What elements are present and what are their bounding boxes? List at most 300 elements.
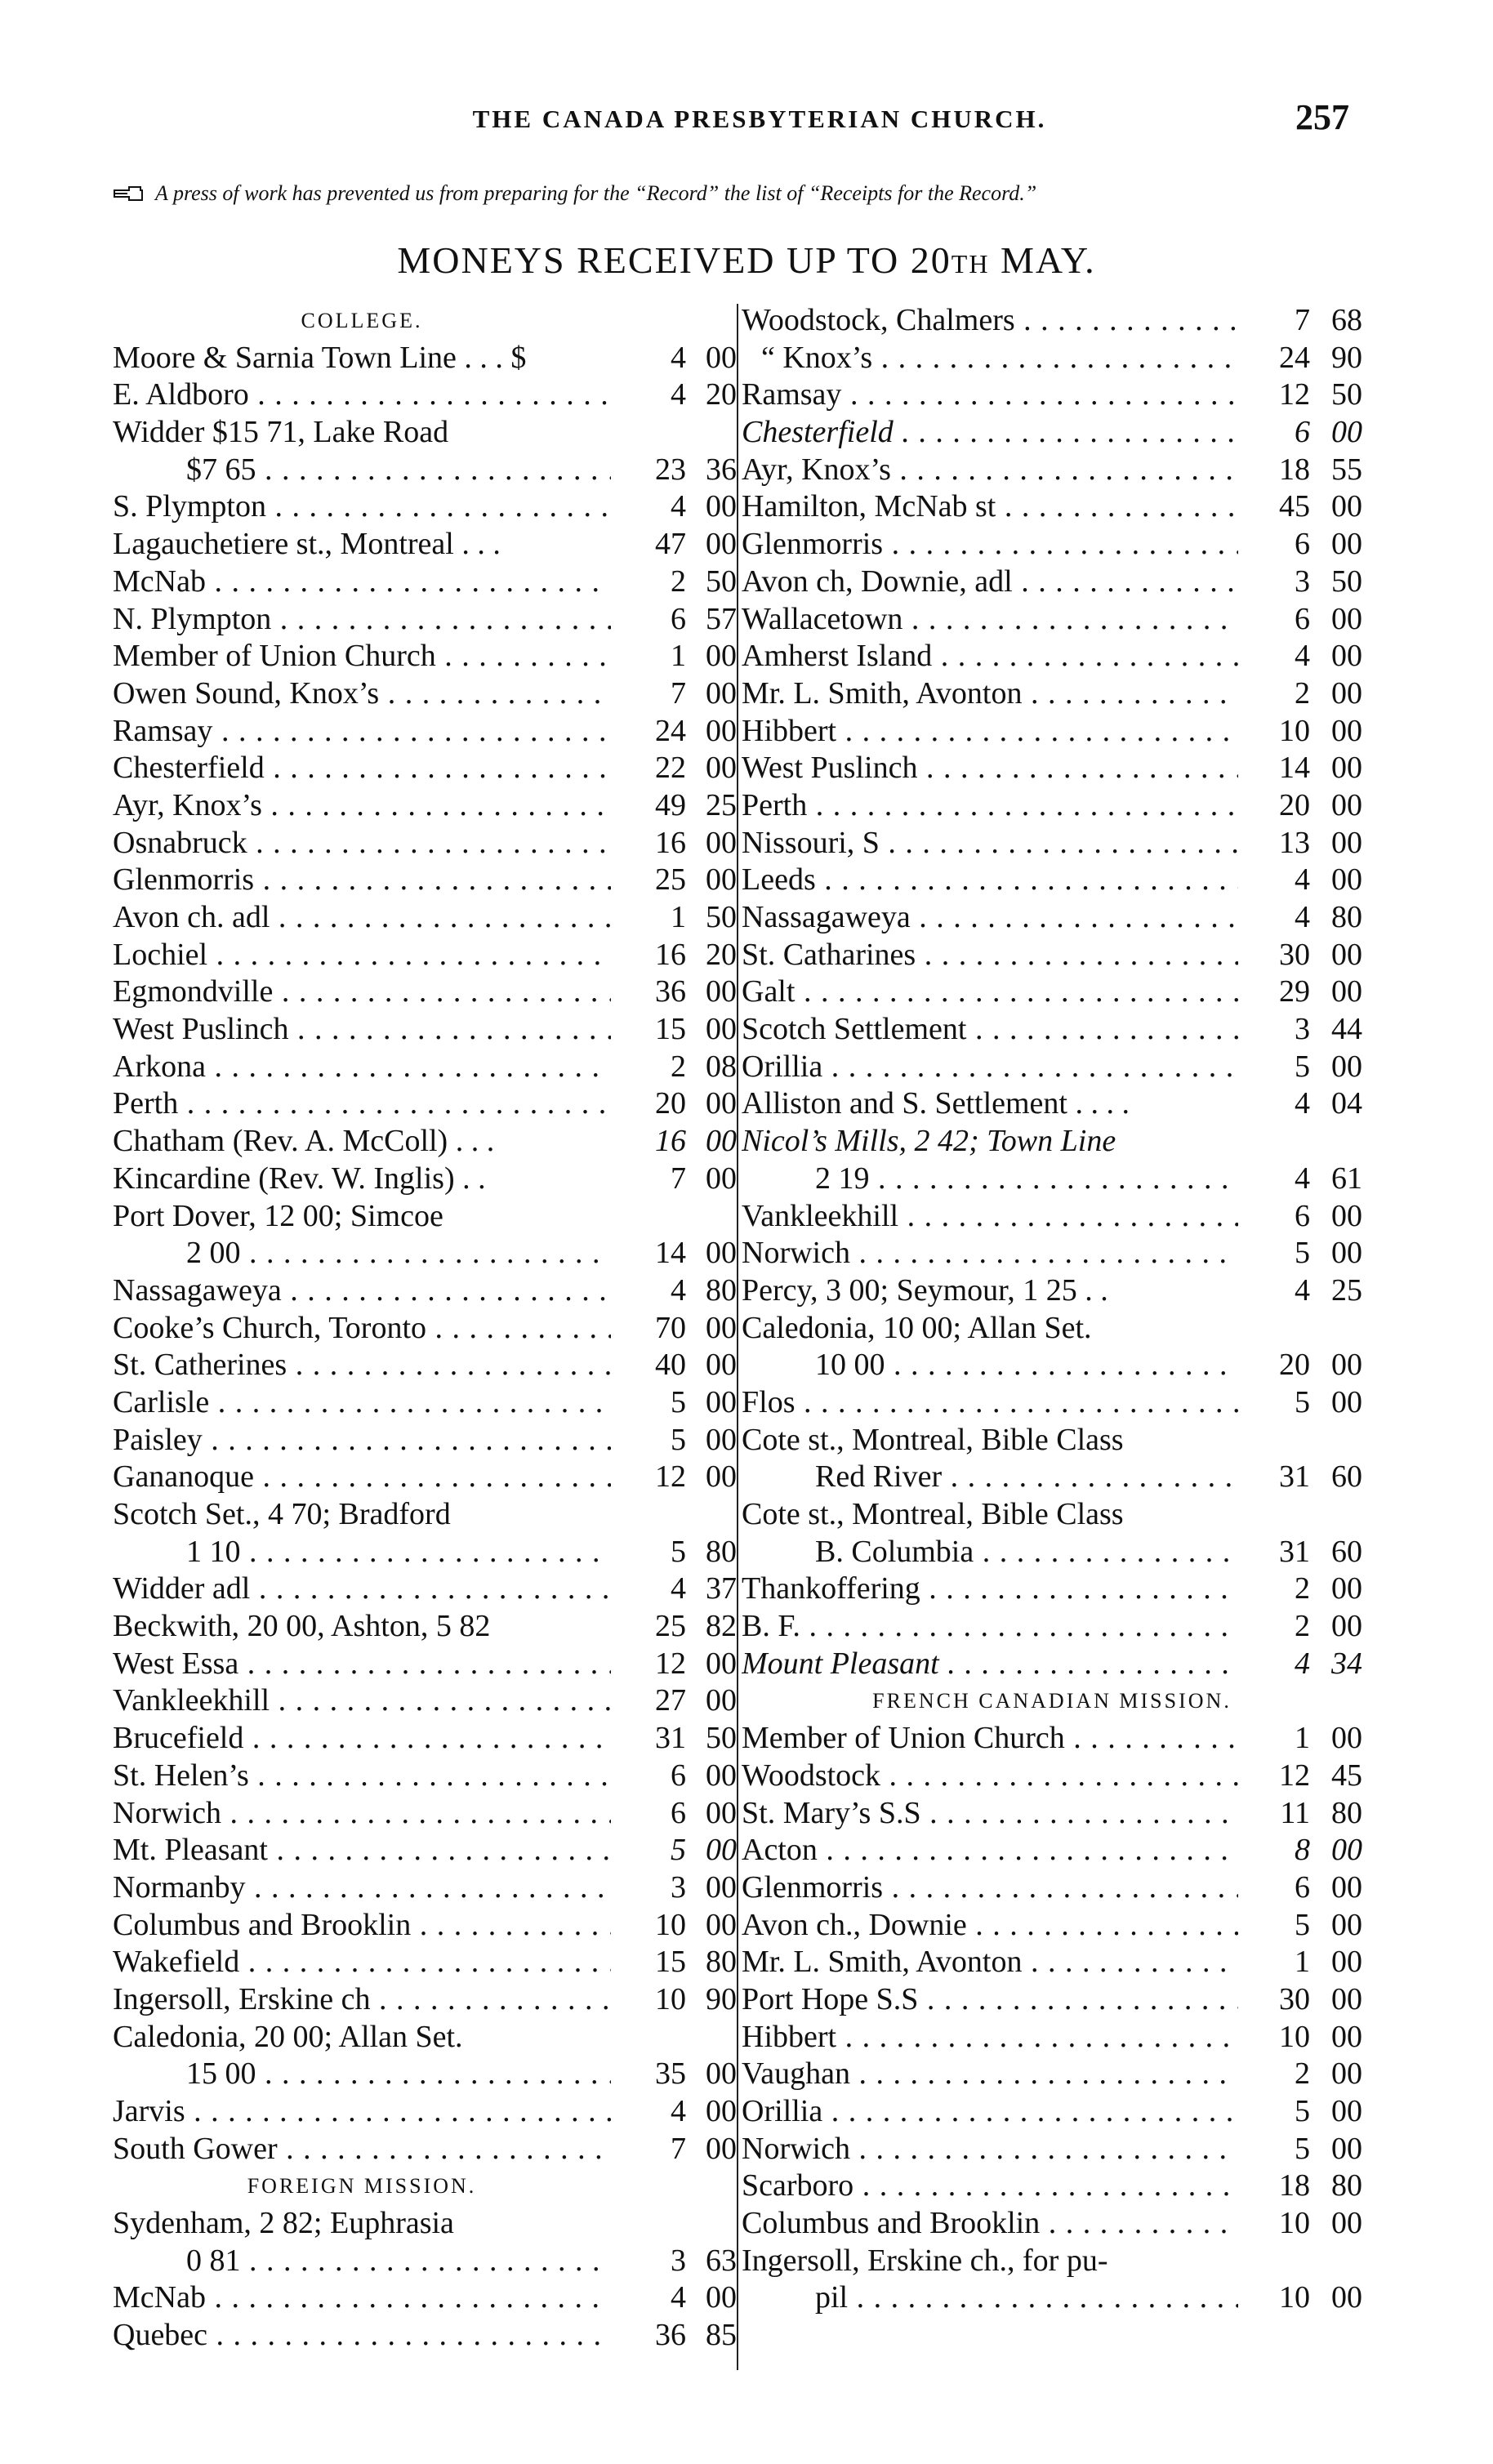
entry-name: Scotch Set., 4 70; Bradford	[113, 1497, 451, 1531]
entry-amount	[611, 1459, 737, 1496]
amount-dollars: 1	[1295, 1945, 1310, 1980]
amount-dollars: 1	[671, 639, 686, 674]
entry-amount	[611, 340, 737, 377]
amount-cents: 00	[706, 1833, 737, 1868]
page-number: 257	[1295, 97, 1349, 137]
amount-cents: 00	[706, 1124, 737, 1159]
entry-amount	[611, 2056, 737, 2093]
amount-dollars: 20	[1279, 1348, 1310, 1383]
receipt-entry	[742, 1235, 1362, 1272]
entry-amount	[611, 1758, 737, 1795]
entry-amount	[1238, 1011, 1362, 1049]
entry-name: “ Knox’s . . .	[742, 340, 1238, 377]
amount-dollars: 6	[1295, 601, 1310, 636]
receipt-entry	[113, 1347, 737, 1384]
amount-dollars: 5	[671, 1384, 686, 1419]
entry-continuation	[742, 1459, 1362, 1496]
receipt-entry	[742, 601, 1362, 639]
amount-cents: 00	[706, 489, 737, 524]
entry-name: Glenmorris . . .	[742, 526, 1238, 564]
entry-name: Moore & Sarnia Town Line . . . $	[113, 340, 527, 375]
receipt-entry	[113, 526, 737, 564]
entry-amount	[1238, 414, 1362, 452]
amount-cents: 00	[706, 974, 737, 1009]
amount-dollars: 4	[671, 2280, 686, 2315]
amount-dollars: 11	[1280, 1795, 1310, 1830]
amount-dollars: 10	[1279, 2206, 1310, 2241]
amount-dollars: 22	[655, 751, 686, 786]
amount-cents: 80	[1331, 2168, 1362, 2203]
entry-name: Port Hope S.S . . .	[742, 1981, 1238, 2019]
amount-cents: 37	[706, 1571, 737, 1606]
entry-name: Vankleekhill . . .	[742, 1198, 1238, 1236]
receipt-entry	[742, 1198, 1362, 1236]
receipt-entry	[113, 1085, 737, 1123]
receipt-entry	[113, 1123, 737, 1161]
entry-name: B. F. . . .	[742, 1608, 1238, 1646]
amount-cents: 00	[706, 1348, 737, 1383]
amount-dollars: 2	[671, 564, 686, 599]
amount-cents: 00	[1331, 2056, 1362, 2092]
amount-cents: 00	[706, 1646, 737, 1681]
entry-name: Osnabruck . . .	[113, 825, 611, 862]
entry-amount	[611, 937, 737, 974]
entry-name: Scotch Settlement . . .	[742, 1011, 1238, 1049]
amount-dollars: 13	[1279, 825, 1310, 860]
right-column	[742, 302, 1362, 2317]
receipt-entry	[113, 1496, 737, 1534]
entry-amount	[1238, 2056, 1362, 2093]
amount-dollars: 15	[655, 1012, 686, 1047]
entry-name: Amherst Island . . .	[742, 638, 1238, 675]
entry-name: Chatham (Rev. A. McColl) . . .	[113, 1124, 495, 1159]
receipt-entry	[113, 1011, 737, 1049]
receipt-entry	[113, 488, 737, 526]
entry-amount	[611, 1384, 737, 1422]
receipt-entry	[113, 1981, 737, 2019]
entry-amount	[611, 787, 737, 825]
receipt-entry	[742, 899, 1362, 937]
amount-dollars: 5	[1295, 2094, 1310, 2128]
entry-amount	[1238, 1534, 1362, 1571]
amount-dollars: 24	[655, 713, 686, 748]
amount-cents: 00	[1331, 1198, 1362, 1233]
entry-amount	[611, 638, 737, 675]
receipt-entry	[113, 2131, 737, 2168]
entry-name: Columbus and Brooklin . . .	[113, 1907, 611, 1945]
entry-amount	[1238, 825, 1362, 862]
amount-cents: 00	[1331, 2131, 1362, 2166]
entry-amount	[1238, 1646, 1362, 1683]
entry-amount	[1238, 526, 1362, 564]
receipt-entry	[113, 601, 737, 639]
amount-dollars: 7	[671, 2131, 686, 2166]
amount-cents: 00	[1331, 2206, 1362, 2241]
receipt-entry	[113, 1646, 737, 1683]
entry-name: Galt . . .	[742, 974, 1238, 1011]
entry-amount	[611, 1422, 737, 1459]
entry-name: Mr. L. Smith, Avonton . . .	[742, 675, 1238, 713]
amount-cents: 68	[1331, 303, 1362, 337]
receipt-entry	[742, 2019, 1362, 2056]
amount-dollars: 2	[1295, 1609, 1310, 1644]
amount-cents: 90	[706, 1981, 737, 2016]
entry-name: Perth . . .	[742, 787, 1238, 825]
amount-cents: 50	[1331, 564, 1362, 599]
entry-name: Perth . . .	[113, 1085, 611, 1123]
entry-name: Caledonia, 10 00; Allan Set.	[742, 1310, 1092, 1345]
amount-cents: 60	[1331, 1459, 1362, 1495]
entry-amount	[611, 1907, 737, 1945]
entry-name: 1 10 . . .	[113, 1534, 611, 1571]
amount-dollars: 6	[1295, 527, 1310, 562]
receipt-entry	[113, 414, 737, 452]
entry-name: West Puslinch . . .	[113, 1011, 611, 1049]
receipt-entry	[742, 1646, 1362, 1683]
receipt-entry	[113, 1049, 737, 1086]
entry-name: 2 00 . . .	[113, 1235, 611, 1272]
receipt-entry	[113, 1795, 737, 1833]
amount-cents: 00	[1331, 2280, 1362, 2315]
entry-amount	[1238, 638, 1362, 675]
entry-name: Percy, 3 00; Seymour, 1 25 . .	[742, 1272, 1108, 1308]
entry-name: Arkona . . .	[113, 1049, 611, 1086]
entry-amount	[1238, 2019, 1362, 2056]
entry-name: Flos . . .	[742, 1384, 1238, 1422]
entry-name: Orillia . . .	[742, 2093, 1238, 2131]
heading-main: MONEYS RECEIVED UP TO 20	[397, 239, 952, 281]
receipt-entry	[742, 1758, 1362, 1795]
entry-name: Port Dover, 12 00; Simcoe	[113, 1198, 443, 1233]
amount-cents: 61	[1331, 1161, 1362, 1196]
amount-dollars: 23	[655, 452, 686, 487]
amount-cents: 00	[1331, 1945, 1362, 1980]
left-column	[113, 302, 737, 2355]
column-divider	[737, 304, 738, 2370]
entry-name: S. Plympton . . .	[113, 488, 611, 526]
amount-cents: 00	[1331, 974, 1362, 1009]
entry-amount	[611, 2243, 737, 2280]
receipt-entry	[113, 564, 737, 601]
receipt-entry	[742, 340, 1362, 377]
entry-amount	[1238, 1459, 1362, 1496]
amount-cents: 00	[706, 2131, 737, 2166]
receipt-entry	[742, 526, 1362, 564]
entry-amount	[1238, 452, 1362, 489]
entry-name: Mr. L. Smith, Avonton . . .	[742, 1944, 1238, 1981]
entry-amount	[1238, 675, 1362, 713]
amount-cents: 00	[706, 1384, 737, 1419]
amount-cents: 63	[706, 2243, 737, 2278]
entry-amount	[1238, 974, 1362, 1011]
amount-dollars: 7	[671, 1161, 686, 1196]
receipt-entry	[113, 713, 737, 751]
amount-dollars: 7	[1295, 303, 1310, 337]
entry-name: Ingersoll, Erskine ch . . .	[113, 1981, 611, 2019]
entry-amount	[611, 1049, 737, 1086]
entry-amount	[1238, 2279, 1362, 2317]
entry-amount	[1238, 899, 1362, 937]
receipt-entry	[113, 1459, 737, 1496]
entry-name: St. Helen’s . . .	[113, 1758, 611, 1795]
amount-cents: 00	[706, 340, 737, 375]
amount-cents: 00	[706, 751, 737, 786]
entry-name: Owen Sound, Knox’s . . .	[113, 675, 611, 713]
amount-dollars: 5	[1295, 1384, 1310, 1419]
receipt-entry	[113, 1422, 737, 1459]
entry-name: Widder adl . . .	[113, 1571, 611, 1608]
amount-cents: 00	[706, 2094, 737, 2128]
amount-cents: 00	[1331, 1869, 1362, 1905]
entry-amount	[1238, 564, 1362, 601]
entry-name: 0 81 . . .	[113, 2243, 611, 2280]
entry-name: West Puslinch . . .	[742, 750, 1238, 787]
entry-amount	[1238, 488, 1362, 526]
entry-name: N. Plympton . . .	[113, 601, 611, 639]
entry-amount	[611, 1272, 737, 1310]
entry-amount	[611, 564, 737, 601]
amount-dollars: 2	[1295, 675, 1310, 711]
amount-cents: 00	[1331, 862, 1362, 898]
amount-cents: 00	[706, 1869, 737, 1905]
notice	[113, 181, 1387, 206]
amount-cents: 00	[1331, 1571, 1362, 1606]
entry-amount	[611, 488, 737, 526]
receipt-entry	[113, 1758, 737, 1795]
amount-cents: 00	[1331, 675, 1362, 711]
amount-cents: 00	[706, 1795, 737, 1830]
amount-cents: 00	[1331, 1384, 1362, 1419]
receipt-entry	[742, 862, 1362, 899]
receipt-entry	[113, 2205, 737, 2243]
amount-dollars: 5	[671, 1422, 686, 1457]
entry-name: Sydenham, 2 82; Euphrasia	[113, 2206, 454, 2241]
amount-cents: 80	[706, 1272, 737, 1308]
entry-name: Ramsay . . .	[113, 713, 611, 751]
entry-name: Hamilton, McNab st . . .	[742, 488, 1238, 526]
amount-dollars: 6	[1295, 415, 1310, 450]
amount-cents: 00	[706, 825, 737, 860]
receipt-entry	[742, 1944, 1362, 1981]
entry-name: Kincardine (Rev. W. Inglis) . .	[113, 1161, 486, 1196]
amount-dollars: 4	[1295, 900, 1310, 934]
amount-cents: 00	[1331, 489, 1362, 524]
amount-cents: 45	[1331, 1758, 1362, 1793]
entry-name: Acton . . .	[742, 1832, 1238, 1869]
entry-amount	[1238, 1758, 1362, 1795]
amount-cents: 90	[1331, 340, 1362, 375]
amount-dollars: 25	[655, 862, 686, 898]
entry-name: South Gower . . .	[113, 2131, 611, 2168]
receipt-entry	[742, 1123, 1362, 1161]
amount-dollars: 2	[1295, 1571, 1310, 1606]
receipt-entry	[113, 2093, 737, 2131]
entry-continuation	[113, 452, 737, 489]
entry-name: Nicol’s Mills, 2 42; Town Line	[742, 1124, 1116, 1159]
amount-cents: 00	[706, 1422, 737, 1457]
entry-amount	[611, 526, 737, 564]
amount-dollars: 4	[671, 1571, 686, 1606]
amount-dollars: 36	[655, 974, 686, 1009]
amount-cents: 80	[1331, 1795, 1362, 1830]
receipt-entry	[113, 974, 737, 1011]
entry-amount	[1238, 1608, 1362, 1646]
amount-cents: 00	[706, 1907, 737, 1942]
amount-cents: 50	[706, 1721, 737, 1756]
amount-dollars: 70	[655, 1310, 686, 1345]
entry-name: Beckwith, 20 00, Ashton, 5 82	[113, 1609, 491, 1644]
receipt-entry	[742, 488, 1362, 526]
receipt-entry	[742, 1571, 1362, 1608]
receipt-entry	[113, 899, 737, 937]
entry-amount	[1238, 1869, 1362, 1907]
receipt-entry	[113, 2019, 737, 2056]
amount-cents: 00	[1331, 825, 1362, 860]
amount-dollars: 6	[671, 1758, 686, 1793]
entry-amount	[1238, 340, 1362, 377]
entry-name: Quebec . . .	[113, 2317, 611, 2355]
receipt-entry	[113, 1682, 737, 1720]
entry-amount	[1238, 1085, 1362, 1123]
entry-name: Cote st., Montreal, Bible Class	[742, 1422, 1124, 1457]
amount-cents: 00	[1331, 2019, 1362, 2054]
entry-amount	[1238, 2168, 1362, 2205]
amount-cents: 60	[1331, 1534, 1362, 1569]
entry-continuation	[742, 1534, 1362, 1571]
amount-cents: 50	[1331, 377, 1362, 412]
entry-name: Brucefield . . .	[113, 1720, 611, 1758]
amount-cents: 00	[1331, 1348, 1362, 1383]
entry-amount	[1238, 2205, 1362, 2243]
entry-amount	[611, 675, 737, 713]
amount-dollars: 4	[671, 377, 686, 412]
entry-name: Chesterfield . . .	[742, 414, 1238, 452]
amount-dollars: 29	[1279, 974, 1310, 1009]
entry-name: pil . . .	[742, 2279, 1238, 2317]
entry-amount	[611, 452, 737, 489]
entry-amount	[611, 899, 737, 937]
entry-name: Nassagaweya . . .	[113, 1272, 611, 1310]
amount-dollars: 27	[655, 1683, 686, 1718]
section-heading: FOREIGN MISSION.	[247, 2174, 477, 2199]
amount-cents: 36	[706, 452, 737, 487]
amount-dollars: 10	[655, 1907, 686, 1942]
entry-name: McNab . . .	[113, 564, 611, 601]
entry-name: Member of Union Church . . .	[113, 638, 611, 675]
entry-amount	[1238, 750, 1362, 787]
amount-cents: 04	[1331, 1086, 1362, 1121]
entry-amount	[1238, 1049, 1362, 1086]
entry-amount	[611, 1981, 737, 2019]
amount-dollars: 5	[671, 1833, 686, 1868]
amount-dollars: 2	[671, 1049, 686, 1084]
entry-name: Cooke’s Church, Toronto . . .	[113, 1310, 611, 1348]
receipt-entry	[113, 1384, 737, 1422]
amount-dollars: 12	[1279, 1758, 1310, 1793]
receipt-entry	[742, 2168, 1362, 2205]
receipt-entry	[742, 1981, 1362, 2019]
entry-name: St. Catherines . . .	[113, 1347, 611, 1384]
receipt-entry	[742, 2131, 1362, 2168]
entry-continuation	[742, 1347, 1362, 1384]
entry-name: 10 00 . . .	[742, 1347, 1238, 1384]
entry-name: Caledonia, 20 00; Allan Set.	[113, 2019, 463, 2054]
entry-amount	[611, 1682, 737, 1720]
receipt-entry	[742, 2243, 1362, 2280]
amount-dollars: 15	[655, 1945, 686, 1980]
entry-amount	[1238, 302, 1362, 340]
amount-cents: 55	[1331, 452, 1362, 487]
amount-dollars: 18	[1279, 2168, 1310, 2203]
entry-amount	[1238, 1272, 1362, 1310]
entry-name: B. Columbia . . .	[742, 1534, 1238, 1571]
entry-amount	[611, 1347, 737, 1384]
amount-dollars: 4	[671, 2094, 686, 2128]
amount-dollars: 3	[1295, 564, 1310, 599]
entry-name: Alliston and S. Settlement . . . .	[742, 1086, 1130, 1121]
amount-dollars: 49	[655, 787, 686, 822]
amount-dollars: 30	[1279, 937, 1310, 972]
entry-amount	[1238, 2093, 1362, 2131]
amount-cents: 00	[1331, 527, 1362, 562]
entry-amount	[611, 1571, 737, 1608]
amount-cents: 00	[706, 675, 737, 711]
receipt-entry	[113, 862, 737, 899]
amount-cents: 00	[706, 1236, 737, 1271]
entry-amount	[611, 1161, 737, 1198]
entry-continuation	[742, 1161, 1362, 1198]
entry-name: Norwich . . .	[113, 1795, 611, 1833]
amount-dollars: 31	[655, 1721, 686, 1756]
amount-cents: 80	[706, 1534, 737, 1569]
receipt-entry	[742, 675, 1362, 713]
entry-amount	[1238, 1795, 1362, 1833]
amount-cents: 00	[1331, 639, 1362, 674]
amount-dollars: 3	[671, 1869, 686, 1905]
amount-dollars: 12	[1279, 377, 1310, 412]
amount-dollars: 36	[655, 2318, 686, 2353]
amount-dollars: 12	[655, 1459, 686, 1495]
entry-name: Hibbert . . .	[742, 2019, 1238, 2056]
receipt-entry	[113, 1608, 737, 1646]
heading-suffix: TH	[951, 249, 990, 278]
receipt-entry	[113, 1907, 737, 1945]
entry-name: 2 19 . . .	[742, 1161, 1238, 1198]
receipt-entry	[742, 1608, 1362, 1646]
entry-name: Scarboro . . .	[742, 2168, 1238, 2205]
entry-amount	[1238, 1347, 1362, 1384]
entry-amount	[611, 974, 737, 1011]
entry-amount	[611, 1832, 737, 1869]
section-heading: COLLEGE.	[301, 309, 423, 332]
amount-cents: 00	[1331, 1609, 1362, 1644]
heading-tail: MAY.	[989, 239, 1096, 281]
entry-name: Avon ch., Downie . . .	[742, 1907, 1238, 1945]
entry-name: McNab . . .	[113, 2279, 611, 2317]
entry-name: Jarvis . . .	[113, 2093, 611, 2131]
amount-dollars: 4	[671, 340, 686, 375]
notice-text: A press of work has prevented us from preparing for the “Record” the list of “Receipts for the Record.”	[155, 181, 1037, 205]
receipt-entry	[742, 825, 1362, 862]
entry-name: Wallacetown . . .	[742, 601, 1238, 639]
entry-name: Glenmorris . . .	[742, 1869, 1238, 1907]
receipt-entry	[742, 377, 1362, 414]
receipt-entry	[113, 1161, 737, 1198]
receipt-entry	[742, 2205, 1362, 2243]
receipt-entry	[742, 1869, 1362, 1907]
entry-name: Ayr, Knox’s . . .	[113, 787, 611, 825]
entry-name: Ayr, Knox’s . . .	[742, 452, 1238, 489]
